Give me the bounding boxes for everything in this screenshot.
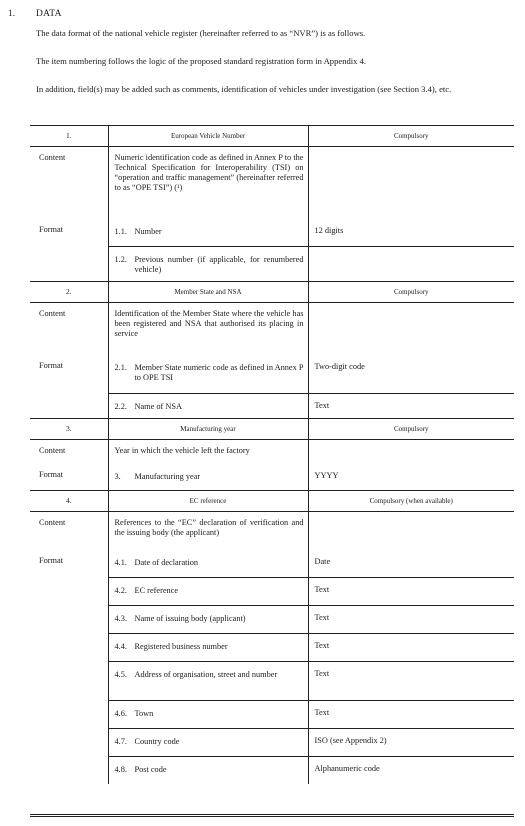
field-value (308, 247, 514, 282)
field-value: Text (308, 701, 514, 729)
field-value: Two-digit code (308, 355, 514, 394)
field-label: Member State numeric code as defined in Annex P to OPE TSI (134, 363, 304, 382)
field-label-cell (108, 394, 308, 419)
format-label: Format (39, 361, 63, 370)
content-cell (108, 147, 308, 220)
content-cell (108, 440, 308, 465)
empty-cell (308, 147, 514, 220)
field-number: 4.3. (114, 614, 127, 623)
field-label: Town (134, 709, 154, 718)
field-value: Text (308, 662, 514, 701)
content-label: Content (39, 153, 66, 162)
field-number: 3. (114, 472, 121, 481)
field-number: 4.6. (114, 709, 127, 718)
empty-cell (308, 512, 514, 551)
content-text: Identification of the Member State where the vehicle has been registered and NSA that authorised its placing in service (114, 309, 304, 338)
table-bottom-rule (30, 816, 514, 817)
field-value: YYYY (314, 471, 339, 480)
field-value: ISO (see Appendix 2) (308, 729, 514, 757)
format-label: Format (39, 556, 63, 565)
field-number: 4.8. (114, 765, 127, 774)
section-title-cell: EC reference (108, 491, 308, 512)
field-value: Text (308, 606, 514, 634)
field-row (30, 550, 514, 578)
field-value: Text (308, 578, 514, 606)
field-value: Date (308, 550, 514, 578)
empty-cell (308, 303, 514, 356)
field-label-cell (108, 464, 308, 491)
field-label: Name of NSA (134, 402, 182, 411)
field-value: Text (314, 401, 330, 410)
field-row (30, 355, 514, 394)
format-label: Format (39, 470, 63, 479)
section-status-cell: Compulsory (308, 126, 514, 147)
field-row (30, 464, 514, 491)
section-number-cell: 1. (30, 126, 108, 147)
field-label: Address of organisation, street and number (134, 670, 278, 679)
field-label-cell (108, 578, 308, 606)
field-number: 4.7. (114, 737, 127, 746)
table-bottom-rule (30, 814, 514, 815)
field-value: 12 digits (308, 219, 514, 247)
section-title-cell: European Vehicle Number (108, 126, 308, 147)
intro-paragraph: The data format of the national vehicle register (hereinafter referred to as “NVR”) is as follows. (36, 28, 366, 38)
content-row (30, 512, 514, 551)
field-label-cell (108, 219, 308, 247)
field-label: Registered business number (134, 642, 228, 651)
section-header-row (30, 491, 514, 512)
field-label: Previous number (if applicable, for renumbered vehicle) (134, 255, 304, 274)
empty-cell (308, 440, 514, 465)
field-number: 4.2. (114, 586, 127, 595)
section-status-cell: Compulsory (308, 419, 514, 440)
section-status-cell: Compulsory (when available) (308, 491, 514, 512)
format-label: Format (39, 225, 63, 234)
field-label-cell (108, 355, 308, 394)
field-label-cell (108, 247, 308, 282)
content-cell (108, 303, 308, 356)
field-number: 4.1. (114, 558, 127, 567)
section-number-cell: 2. (30, 282, 108, 303)
additional-fields-paragraph: In addition, field(s) may be added such as comments, identification of vehicles under investigation (see Section 3.4), etc. (36, 84, 452, 94)
section-title: DATA (36, 9, 62, 19)
section-status-cell: Compulsory (308, 282, 514, 303)
field-label-cell (108, 729, 308, 757)
nvr-data-table (30, 125, 514, 784)
section-number-cell: 4. (30, 491, 108, 512)
numbering-paragraph: The item numbering follows the logic of the proposed standard registration form in Appendix 4. (36, 56, 367, 66)
field-number: 2.2. (114, 402, 127, 411)
field-label-cell (108, 757, 308, 785)
content-cell (108, 512, 308, 551)
content-label: Content (39, 446, 66, 455)
section-header-row (30, 126, 514, 147)
content-text: Year in which the vehicle left the factory (114, 446, 250, 455)
field-label: Country code (134, 737, 180, 746)
section-title-cell: Manufacturing year (108, 419, 308, 440)
content-row (30, 303, 514, 356)
field-row (30, 219, 514, 247)
field-value: Alphanumeric code (314, 764, 380, 773)
section-number: 1. (8, 9, 16, 19)
field-number: 4.4. (114, 642, 127, 651)
field-value: Text (308, 634, 514, 662)
section-number-cell: 3. (30, 419, 108, 440)
field-number: 2.1. (114, 363, 127, 372)
section-header-row (30, 419, 514, 440)
content-row (30, 440, 514, 465)
field-label: Post code (134, 765, 167, 774)
content-label: Content (39, 518, 66, 527)
content-label: Content (39, 309, 66, 318)
field-label: EC reference (134, 586, 179, 595)
field-number: 1.1. (114, 227, 127, 236)
field-label: Date of declaration (134, 558, 199, 567)
section-title-cell: Member State and NSA (108, 282, 308, 303)
content-row (30, 147, 514, 220)
field-label-cell (108, 606, 308, 634)
field-label-cell (108, 662, 308, 701)
field-number: 1.2. (114, 255, 127, 264)
content-text: References to the “EC” declaration of verification and the issuing body (the applicant) (114, 518, 304, 537)
field-label: Manufacturing year (134, 472, 201, 481)
field-label-cell (108, 634, 308, 662)
field-label: Name of issuing body (applicant) (134, 614, 246, 623)
content-text: Numeric identification code as defined in Annex P to the Technical Specification for Interoperability (TSI) on “operation and traffic management” (hereinafter referred to as “OPE TSI”) (¹) (114, 153, 304, 192)
section-header-row (30, 282, 514, 303)
field-label: Number (134, 227, 162, 236)
field-number: 4.5. (114, 670, 127, 679)
field-label-cell (108, 701, 308, 729)
field-label-cell (108, 550, 308, 578)
